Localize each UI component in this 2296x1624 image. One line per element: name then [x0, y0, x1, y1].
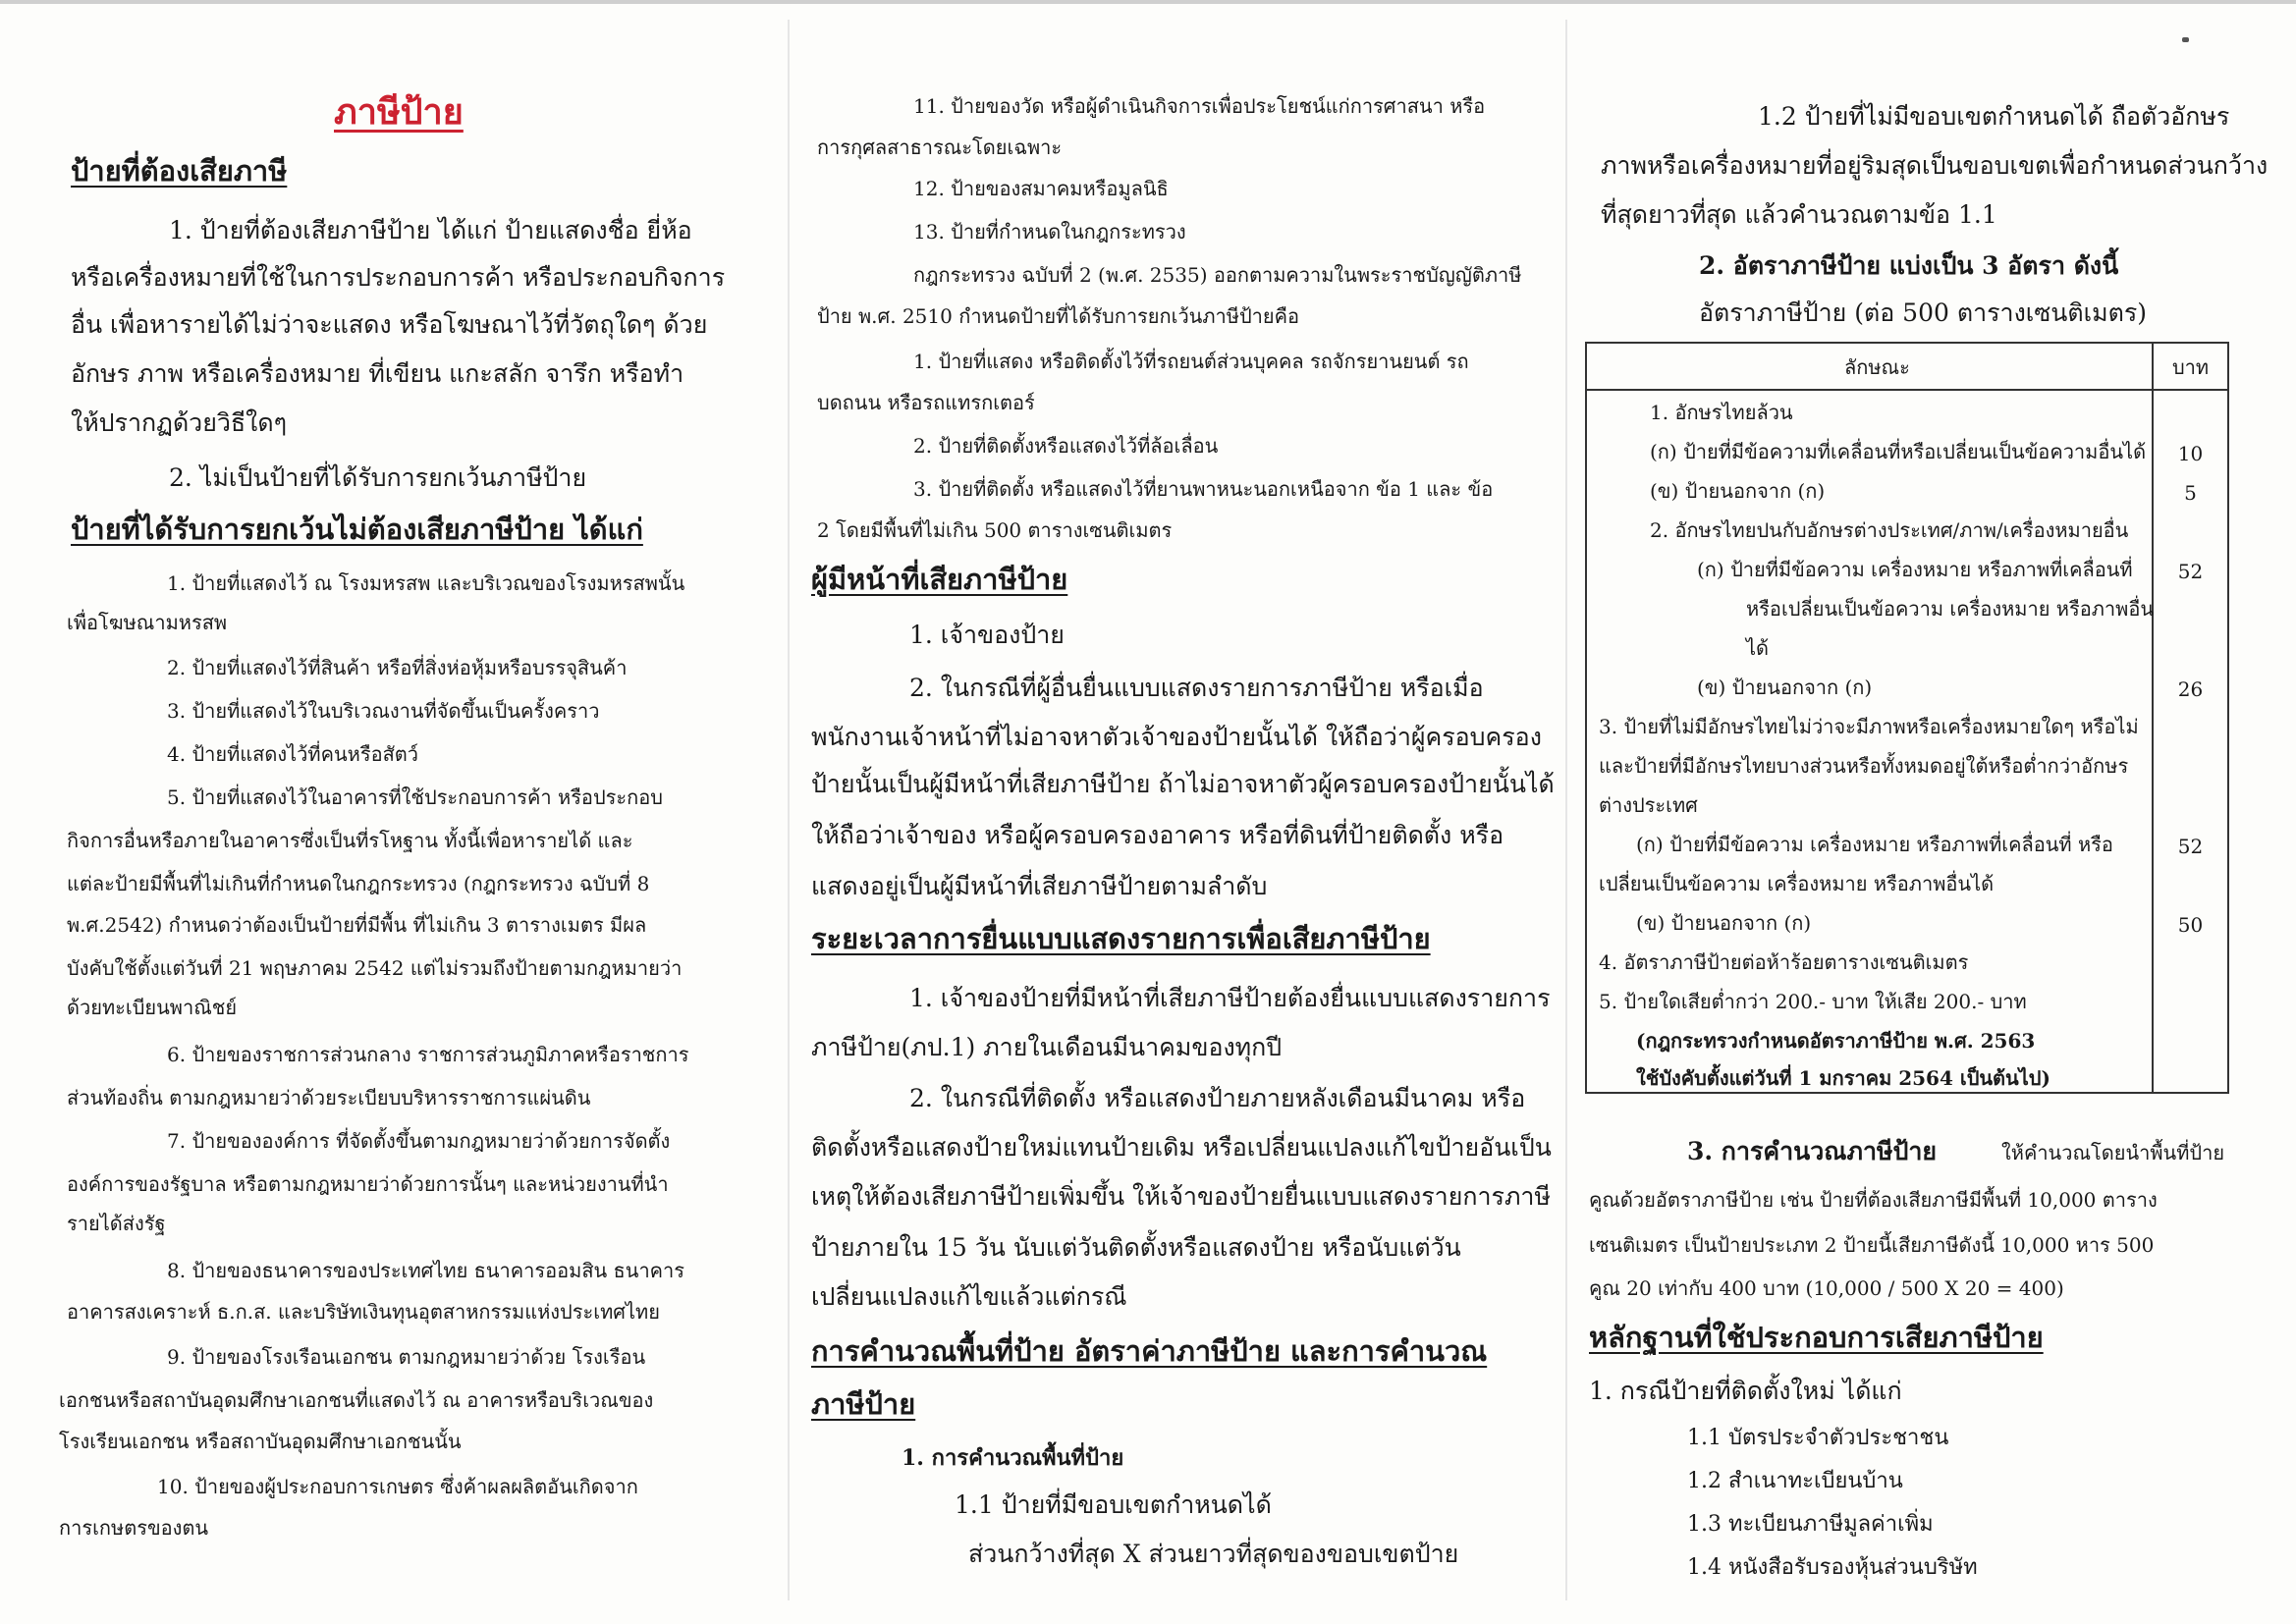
evidence-item: 1.3 ทะเบียนภาษีมูลค่าเพิ่ม — [1687, 1512, 1934, 1537]
filing-period-line: 2. ในกรณีที่ติดตั้ง หรือแสดงป้ายภายหลังเดือนมีนาคม หรือ — [909, 1084, 1526, 1112]
filing-period-line: เหตุให้ต้องเสียภาษีป้ายเพิ่มขึ้น ให้เจ้าของป้ายยื่นแบบแสดงรายการภาษี — [811, 1182, 1551, 1211]
taxable-paragraph-line: อักษร ภาพ หรือเครื่องหมาย ที่เขียน แกะสลัก จารึก หรือทำ — [71, 359, 684, 388]
filing-period-line: ติดตั้งหรือแสดงป้ายใหม่แทนป้ายเดิม หรือเปลี่ยนแปลงแก้ไขป้ายอันเป็น — [811, 1133, 1552, 1162]
exempt-line: 3. ป้ายที่แสดงไว้ในบริเวณงานที่จัดขึ้นเป็นครั้งคราว — [167, 699, 600, 723]
exempt-line: 1. ป้ายที่แสดงไว้ ณ โรงมหรสพ และบริเวณของโรงมหรสพนั้น — [167, 571, 685, 595]
table-header-baht: บาท — [2171, 355, 2210, 379]
heading-calculation: การคำนวณพื้นที่ป้าย อัตราค่าภาษีป้าย และการคำนวณ — [811, 1334, 1488, 1368]
evidence-item: 1.1 บัตรประจำตัวประชาชน — [1687, 1426, 1949, 1450]
taxable-paragraph-line: อื่น เพื่อหารายได้ไม่ว่าจะแสดง หรือโฆษณาไว้ที่วัตถุใดๆ ด้วย — [71, 310, 708, 339]
exempt-line: พ.ศ.2542) กำหนดว่าต้องเป็นป้ายที่มีพื้น ที่ไม่เกิน 3 ตารางเมตร มีผล — [67, 913, 647, 937]
table-row: (ข) ป้ายนอกจาก (ก) — [1650, 479, 1826, 503]
exempt-line: 5. ป้ายที่แสดงไว้ในอาคารที่ใช้ประกอบการค้า หรือประกอบ — [167, 785, 663, 809]
table-row: 3. ป้ายที่ไม่มีอักษรไทยไม่ว่าจะมีภาพหรือเครื่องหมายใดๆ หรือไม่ — [1599, 715, 2139, 738]
fold-line-2 — [1565, 20, 1567, 1600]
exempt-line: เอกชนหรือสถาบันอุดมศึกษาเอกชนที่แสดงไว้ ณ อาคารหรือบริเวณของ — [59, 1388, 654, 1412]
evidence-item: 1.4 หนังสือรับรองหุ้นส่วนบริษัท — [1687, 1555, 1978, 1580]
table-header-characteristics: ลักษณะ — [1844, 355, 1910, 379]
taxpayer-line: พนักงานเจ้าหน้าที่ไม่อาจหาตัวเจ้าของป้ายนั้นได้ ให้ถือว่าผู้ครอบครอง — [811, 723, 1542, 751]
table-row: หรือเปลี่ยนเป็นข้อความ เครื่องหมาย หรือภาพอื่น — [1746, 597, 2155, 621]
area-calc-heading: 1. การคำนวณพื้นที่ป้าย — [902, 1445, 1124, 1471]
rate-amount: 52 — [2177, 560, 2204, 583]
exempt-cont-line: 2. ป้ายที่ติดตั้งหรือแสดงไว้ที่ล้อเลื่อน — [913, 434, 1219, 458]
exempt-cont-line: 12. ป้ายของสมาคมหรือมูลนิธิ — [913, 177, 1169, 200]
table-row: (ข) ป้ายนอกจาก (ก) — [1697, 676, 1873, 699]
exempt-line: แต่ละป้ายมีพื้นที่ไม่เกินที่กำหนดในกฎกระทรวง (กฎกระทรวง ฉบับที่ 8 — [67, 872, 650, 895]
filing-period-line: เปลี่ยนแปลงแก้ไขแล้วแต่กรณี — [811, 1282, 1127, 1311]
heading-taxpayer: ผู้มีหน้าที่เสียภาษีป้าย — [811, 563, 1068, 596]
taxable-condition-2: 2. ไม่เป็นป้ายที่ได้รับการยกเว้นภาษีป้าย — [169, 463, 587, 492]
exempt-cont-line: 2 โดยมีพื้นที่ไม่เกิน 500 ตารางเซนติเมตร — [817, 518, 1173, 542]
rate-table — [1585, 342, 2229, 1094]
exempt-cont-line: 11. ป้ายของวัด หรือผู้ดำเนินกิจการเพื่อประโยชน์แก่การศาสนา หรือ — [913, 94, 1486, 118]
heading-calculation-cont: ภาษีป้าย — [811, 1387, 916, 1421]
table-row: (ข) ป้ายนอกจาก (ก) — [1636, 911, 1812, 935]
rate-amount: 52 — [2177, 835, 2204, 858]
exempt-line: 9. ป้ายของโรงเรือนเอกชน ตามกฎหมายว่าด้วย โรงเรือน — [167, 1345, 646, 1369]
exempt-line: 8. ป้ายของธนาคารของประเทศไทย ธนาคารออมสิน ธนาคาร — [167, 1259, 685, 1282]
exempt-line: เพื่อโฆษณามหรสพ — [67, 611, 228, 634]
exempt-line: ด้วยทะเบียนพาณิชย์ — [67, 996, 238, 1019]
exempt-line: กิจการอื่นหรือภายในอาคารซึ่งเป็นที่รโหฐาน ทั้งนี้เพื่อหารายได้ และ — [67, 829, 633, 852]
panel-right — [1585, 0, 2269, 1624]
rate-subheading: อัตราภาษีป้าย (ต่อ 500 ตารางเซนติเมตร) — [1699, 298, 2148, 327]
table-row: ใช้บังคับตั้งแต่วันที่ 1 มกราคม 2564 เป็นต้นไป) — [1636, 1066, 2050, 1090]
exempt-cont-line: 13. ป้ายที่กำหนดในกฎกระทรวง — [913, 220, 1186, 244]
filing-period-line: ป้ายภายใน 15 วัน นับแต่วันติดตั้งหรือแสดงป้าย หรือนับแต่วัน — [811, 1233, 1461, 1262]
table-row: 5. ป้ายใดเสียต่ำกว่า 200.- บาท ให้เสีย 200.- บาท — [1599, 990, 2027, 1013]
table-row: (กฎกระทรวงกำหนดอัตราภาษีป้าย พ.ศ. 2563 — [1636, 1029, 2036, 1053]
taxpayer-line: 1. เจ้าของป้าย — [909, 621, 1065, 649]
exempt-line: ส่วนท้องถิ่น ตามกฎหมายว่าด้วยระเบียบบริหารราชการแผ่นดิน — [67, 1086, 591, 1110]
exempt-line: อาคารสงเคราะห์ ธ.ก.ส. และบริษัทเงินทุนอุตสาหกรรมแห่งประเทศไทย — [67, 1300, 660, 1324]
heading-taxable-signs: ป้ายที่ต้องเสียภาษี — [71, 154, 288, 188]
exempt-line: 7. ป้ายขององค์การ ที่จัดตั้งขึ้นตามกฎหมายว่าด้วยการจัดตั้ง — [167, 1129, 671, 1153]
tax-calc-line: คูณ 20 เท่ากับ 400 บาท (10,000 / 500 X 20 = 400) — [1589, 1276, 2064, 1300]
table-row: (ก) ป้ายที่มีข้อความ เครื่องหมาย หรือภาพที่เคลื่อนที่ หรือ — [1636, 833, 2113, 856]
tax-calc-intro: ให้คำนวณโดยนำพื้นที่ป้าย — [2001, 1141, 2225, 1164]
area-calc-12-line: ภาพหรือเครื่องหมายที่อยู่ริมสุดเป็นขอบเขตเพื่อกำหนดส่วนกว้าง — [1601, 151, 2269, 180]
exempt-line: 2. ป้ายที่แสดงไว้ที่สินค้า หรือที่สิ่งห่อหุ้มหรือบรรจุสินค้า — [167, 656, 628, 679]
table-row: และป้ายที่มีอักษรไทยบางส่วนหรือทั้งหมดอยู่ใต้หรือต่ำกว่าอักษร — [1599, 754, 2129, 778]
exempt-cont-line: การกุศลสาธารณะโดยเฉพาะ — [817, 135, 1063, 159]
exempt-cont-line: บดถนน หรือรถแทรกเตอร์ — [817, 391, 1035, 414]
table-row: 1. อักษรไทยล้วน — [1650, 401, 1793, 424]
exempt-line: โรงเรียนเอกชน หรือสถาบันอุดมศึกษาเอกชนนั้น — [59, 1430, 462, 1453]
taxpayer-line: แสดงอยู่เป็นผู้มีหน้าที่เสียภาษีป้ายตามลำดับ — [811, 872, 1268, 900]
evidence-line: 1. กรณีป้ายที่ติดตั้งใหม่ ได้แก่ — [1589, 1377, 1902, 1405]
area-calc-line: 1.1 ป้ายที่มีขอบเขตกำหนดได้ — [955, 1490, 1272, 1519]
taxpayer-line: 2. ในกรณีที่ผู้อื่นยื่นแบบแสดงรายการภาษีป้าย หรือเมื่อ — [909, 674, 1484, 702]
rate-amount: 50 — [2177, 913, 2204, 937]
taxable-paragraph-line: หรือเครื่องหมายที่ใช้ในการประกอบการค้า หรือประกอบกิจการ — [71, 263, 726, 292]
exempt-cont-line: 3. ป้ายที่ติดตั้ง หรือแสดงไว้ที่ยานพาหนะนอกเหนือจาก ข้อ 1 และ ข้อ — [913, 477, 1494, 501]
table-row: เปลี่ยนเป็นข้อความ เครื่องหมาย หรือภาพอื่นได้ — [1599, 872, 1995, 895]
table-row: (ก) ป้ายที่มีข้อความ เครื่องหมาย หรือภาพที่เคลื่อนที่ — [1697, 558, 2133, 581]
rate-amount: 26 — [2177, 677, 2204, 701]
exempt-line: การเกษตรของตน — [59, 1516, 209, 1540]
fold-line-1 — [788, 20, 790, 1600]
rate-amount: 5 — [2184, 481, 2197, 505]
taxable-paragraph-line: ให้ปรากฏด้วยวิธีใดๆ — [71, 408, 288, 437]
evidence-item: 1.2 สำเนาทะเบียนบ้าน — [1687, 1469, 1903, 1493]
tax-calc-line: คูณด้วยอัตราภาษีป้าย เช่น ป้ายที่ต้องเสียภาษีมีพื้นที่ 10,000 ตาราง — [1589, 1188, 2158, 1212]
panel-left — [59, 0, 727, 1624]
exempt-line: รายได้ส่งรัฐ — [67, 1212, 166, 1235]
table-row: (ก) ป้ายที่มีข้อความที่เคลื่อนที่หรือเปลี่ยนเป็นข้อความอื่นได้ — [1650, 440, 2147, 463]
taxpayer-line: ให้ถือว่าเจ้าของ หรือผู้ครอบครองอาคาร หรือที่ดินที่ป้ายติดตั้ง หรือ — [811, 821, 1504, 849]
filing-period-line: 1. เจ้าของป้ายที่มีหน้าที่เสียภาษีป้ายต้องยื่นแบบแสดงรายการ — [909, 984, 1551, 1012]
document-title: ภาษีป้าย — [334, 91, 464, 133]
table-row: 4. อัตราภาษีป้ายต่อห้าร้อยตารางเซนติเมตร — [1599, 950, 1969, 974]
taxpayer-line: ป้ายนั้นเป็นผู้มีหน้าที่เสียภาษีป้าย ถ้าไม่อาจหาตัวผู้ครอบครองป้ายนั้นได้ — [811, 770, 1555, 798]
exempt-line: 10. ป้ายของผู้ประกอบการเกษตร ซึ่งค้าผลผลิตอันเกิดจาก — [157, 1475, 638, 1498]
table-row: ต่างประเทศ — [1599, 793, 1698, 817]
area-calc-12-line: ที่สุดยาวที่สุด แล้วคำนวณตามข้อ 1.1 — [1601, 200, 1997, 229]
heading-evidence: หลักฐานที่ใช้ประกอบการเสียภาษีป้าย — [1589, 1321, 2044, 1354]
tax-calc-line: เซนติเมตร เป็นป้ายประเภท 2 ป้ายนี้เสียภาษีดังนี้ 10,000 หาร 500 — [1589, 1233, 2155, 1257]
table-row: 2. อักษรไทยปนกับอักษรต่างประเทศ/ภาพ/เครื่องหมายอื่น — [1650, 518, 2129, 542]
exempt-line: องค์การของรัฐบาล หรือตามกฎหมายว่าด้วยการนั้นๆ และหน่วยงานที่นำ — [67, 1172, 669, 1196]
heading-filing-period: ระยะเวลาการยื่นแบบแสดงรายการเพื่อเสียภาษีป้าย — [811, 922, 1431, 955]
taxable-paragraph-line: 1. ป้ายที่ต้องเสียภาษีป้าย ได้แก่ ป้ายแสดงชื่อ ยี่ห้อ — [169, 216, 692, 244]
rate-amount: 10 — [2177, 442, 2204, 465]
exempt-cont-line: 1. ป้ายที่แสดง หรือติดตั้งไว้ที่รถยนต์ส่วนบุคคล รถจักรยานยนต์ รถ — [913, 350, 1469, 373]
area-calc-12-line: 1.2 ป้ายที่ไม่มีขอบเขตกำหนดได้ ถือตัวอักษร — [1758, 102, 2230, 131]
table-header-divider — [1587, 389, 2227, 391]
area-calc-formula: ส่วนกว้างที่สุด X ส่วนยาวที่สุดของขอบเขตป้าย — [968, 1540, 1459, 1568]
heading-exempt-signs: ป้ายที่ได้รับการยกเว้นไม่ต้องเสียภาษีป้าย ได้แก่ — [71, 513, 643, 546]
exempt-cont-line: กฎกระทรวง ฉบับที่ 2 (พ.ศ. 2535) ออกตามความในพระราชบัญญัติภาษี — [913, 263, 1522, 287]
exempt-line: 4. ป้ายที่แสดงไว้ที่คนหรือสัตว์ — [167, 742, 419, 766]
exempt-line: 6. ป้ายของราชการส่วนกลาง ราชการส่วนภูมิภาคหรือราชการ — [167, 1043, 689, 1066]
table-row: ได้ — [1746, 636, 1770, 660]
rate-heading: 2. อัตราภาษีป้าย แบ่งเป็น 3 อัตรา ดังนี้ — [1699, 251, 2119, 280]
panel-middle — [807, 0, 1555, 1624]
tax-calc-heading: 3. การคำนวณภาษีป้าย — [1687, 1137, 1938, 1165]
exempt-line: บังคับใช้ตั้งแต่วันที่ 21 พฤษภาคม 2542 แต่ไม่รวมถึงป้ายตามกฎหมายว่า — [67, 956, 683, 980]
exempt-cont-line: ป้าย พ.ศ. 2510 กำหนดป้ายที่ได้รับการยกเว้นภาษีป้ายคือ — [817, 304, 1299, 328]
filing-period-line: ภาษีป้าย(ภป.1) ภายในเดือนมีนาคมของทุกปี — [811, 1033, 1283, 1061]
